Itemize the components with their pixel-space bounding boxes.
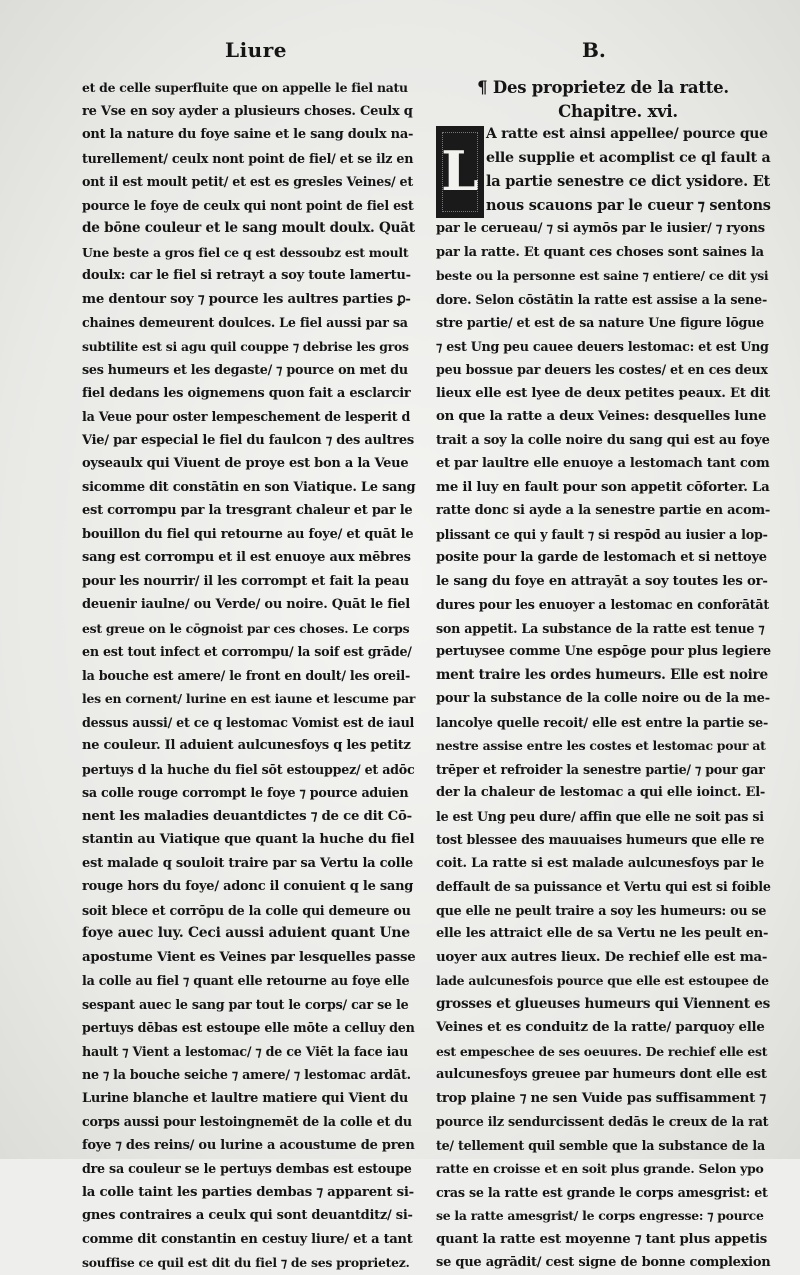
text-line: par la ratte. Et quant ces choses sont saines la [436, 244, 764, 260]
text-line: corps aussi pour lestoingnemēt de la colle et du [82, 1114, 412, 1129]
text-line: gnes contraires a ceulx qui sont deuantditz/ si- [82, 1208, 413, 1223]
text-line: lancolye quelle recoit/ elle est entre la partie se- [436, 714, 769, 730]
text-line: est malade q souloit traire par sa Vertu la colle [82, 855, 414, 871]
text-line: dore. Selon cōstātin la ratte est assise a la sene- [436, 291, 767, 307]
text-line: comme dit constantin en cestuy liure/ et a tant [82, 1231, 413, 1247]
text-line: apostume Vient es Veines par lesquelles passe [82, 949, 416, 965]
text-line: posite pour la garde de lestomach et si nettoye [436, 550, 767, 565]
decorated-initial: L [436, 126, 484, 218]
text-line: Lurine blanche et laultre matiere qui Vient du [82, 1090, 409, 1106]
text-line: est corrompu par la tresgrant chaleur et par le [82, 503, 413, 518]
text-line: Une beste a gros fiel ce q est dessoubz est moult [82, 244, 409, 260]
text-line: beste ou la personne est saine ⁊ entiere/ ce dit ysi [436, 268, 769, 283]
text-line: me dentour soy ⁊ pource les aultres parties ꝑ- [82, 291, 411, 307]
text-line: pour la substance de la colle noire ou de la me- [436, 691, 770, 706]
text-line: les en cornent/ lurine en est iaune et lescume par [82, 691, 416, 706]
text-line: doulx: car le fiel si retrayt a soy toute lamertu- [82, 268, 411, 283]
initial-block [436, 123, 770, 217]
text-line: se que agrādit/ cest signe de bonne complexion [436, 1255, 771, 1270]
text-line: pource le foye de ceulx qui nont point de fiel est [82, 197, 414, 213]
chapter-title: ¶ Des proprietez de la ratte. [477, 78, 729, 97]
text-line: est greue on le cōgnoist par ces choses. Le corps [82, 620, 410, 636]
left-column [82, 76, 414, 1275]
text-line: de bōne couleur et le sang moult doulx. Quāt [82, 220, 415, 236]
chapter-number: Chapitre. xvi. [558, 101, 678, 121]
text-line: dessus aussi/ et ce q lestomac Vomist est de iaul [82, 714, 415, 730]
text-line: ratte donc si ayde a la senestre partie en acom- [436, 503, 771, 518]
text-line: nent les maladies deuantdictes ⁊ de ce dit Cō- [82, 808, 412, 824]
text-line: ont il est moult petit/ et est es gresles Veines/ et [82, 174, 413, 189]
text-line: en est tout infect et corrompu/ la soif est grāde/ [82, 644, 412, 659]
text-line: sicomme dit constātin en son Viatique. Le sang [82, 479, 416, 495]
text-line: ne couleur. Il aduient aulcunesfoys q les petitz [82, 738, 411, 753]
text-line: cras se la ratte est grande le corps amesgrist: et [436, 1184, 768, 1200]
text-line: tost blessee des mauuaises humeurs que elle re [436, 832, 765, 847]
text-line: dures pour les enuoyer a lestomac en conforātāt [436, 597, 769, 612]
text-line: ratte en croisse et en soit plus grande. Selon ypo [436, 1161, 764, 1176]
text-line: ment traire les ordes humeurs. Elle est noire [436, 666, 768, 683]
text-line: rouge hors du foye/ adonc il conuient q le sang [82, 879, 414, 894]
text-line: et de celle superfluite que on appelle le fiel natu [82, 80, 408, 95]
text-line: foye auec luy. Ceci aussi aduient quant Une [82, 925, 410, 941]
text-line: ne ⁊ la bouche seiche ⁊ amere/ ⁊ lestomac ardāt. [82, 1067, 411, 1082]
text-line: par le cerueau/ ⁊ si aymōs par le iusier/ ⁊ ryons [436, 221, 765, 236]
text-line: me il luy en fault pour son appetit cōforter. La [436, 479, 770, 495]
text-line: la colle taint les parties dembas ⁊ apparent si- [82, 1184, 414, 1200]
text-line: sa colle rouge corrompt le foye ⁊ pource aduien [82, 785, 409, 800]
text-line: pertuysee comme Une espōge pour plus legiere [436, 644, 771, 659]
text-line: fiel dedans les oignemens quon fait a esclarcir [82, 385, 411, 401]
text-line: pource ilz sendurcissent dedās le creux de la rat [436, 1114, 769, 1129]
text-line: lade aulcunesfois pource que elle est estoupee de [436, 973, 769, 988]
text-line: ⁊ est Ung peu cauee deuers lestomac: et est Ung [436, 338, 769, 354]
text-line: soit blece et corrōpu de la colle qui demeure ou [82, 902, 411, 918]
signature-mark: B. [582, 38, 606, 62]
text-line: la Veue pour oster lempeschement de lesperit d [82, 409, 411, 424]
text-line: trop plaine ⁊ ne sen Vuide pas suffisamment ⁊ [436, 1090, 766, 1106]
text-line: plissant ce qui y fault ⁊ si respōd au iusier a lop- [436, 526, 768, 542]
text-line: aulcunesfoys greuee par humeurs dont elle est [436, 1067, 767, 1082]
text-line: grosses et glueuses humeurs qui Viennent es [436, 995, 771, 1012]
text-line: trait a soy la colle noire du sang qui est au foye [436, 432, 770, 448]
text-line: nestre assise entre les costes et lestomac pour at [436, 738, 766, 753]
text-line: le sang du foye en attrayāt a soy toutes les or- [436, 573, 768, 589]
text-line: turellement/ ceulx nont point de fiel/ et se ilz en [82, 150, 414, 166]
running-head: Liure [225, 38, 287, 62]
text-line: souffise ce quil est dit du fiel ⁊ de ses proprietez. [82, 1255, 410, 1270]
text-line: nous scauons par le cueur ⁊ sentons [486, 196, 771, 214]
text-line: der la chaleur de lestomac a qui elle ioinct. El- [436, 785, 766, 800]
text-line: deffault de sa puissance et Vertu qui est si foible [436, 879, 771, 894]
text-line: dre sa couleur se le pertuys dembas est estoupe [82, 1161, 412, 1176]
text-line: re Vse en soy ayder a plusieurs choses. Ceulx q [82, 103, 413, 119]
text-line: Veines et es conduitz de la ratte/ parquoy elle [436, 1020, 765, 1035]
text-line: son appetit. La substance de la ratte est tenue ⁊ [436, 620, 765, 636]
text-line: la colle au fiel ⁊ quant elle retourne au foye elle [82, 973, 410, 988]
text-line: peu bossue par deuers les costes/ et en ces deux [436, 362, 768, 377]
text-line: est empeschee de ses oeuures. De rechief elle est [436, 1043, 768, 1059]
text-line: chaines demeurent doulces. Le fiel aussi par sa [82, 315, 408, 330]
text-line: uoyer aux autres lieux. De rechief elle est ma- [436, 949, 768, 965]
text-line: la partie senestre ce dict ysidore. Et [486, 173, 770, 190]
text-line: stantin au Viatique que quant la huche du fiel [82, 832, 415, 847]
text-line: lieux elle est lyee de deux petites peaux. Et dit [436, 385, 770, 401]
text-line: pertuys d la huche du fiel sōt estouppez/ et adōc [82, 761, 415, 777]
text-line: sang est corrompu et il est enuoye aux mēbres [82, 550, 411, 565]
text-line: stre partie/ et est de sa nature Une figure lōgue [436, 315, 764, 330]
text-line: le est Ung peu dure/ affin que elle ne soit pas si [436, 808, 764, 824]
text-line: coit. La ratte si est malade aulcunesfoys par le [436, 855, 765, 871]
text-line: Vie/ par especial le fiel du faulcon ⁊ des aultres [82, 432, 414, 448]
text-line: foye ⁊ des reins/ ou lurine a acoustume de pren [82, 1137, 415, 1153]
text-line: se la ratte amesgrist/ le corps engresse: ⁊ pource [436, 1208, 764, 1223]
text-line: la bouche est amere/ le front en doult/ les oreil- [82, 667, 410, 683]
text-line: ses humeurs et les degaste/ ⁊ pource on met du [82, 362, 408, 377]
text-line: elle supplie et acomplist ce ql fault a [486, 149, 771, 166]
text-line: elle les attraict elle de sa Vertu ne les peult en- [436, 926, 769, 941]
right-column [436, 76, 770, 1275]
text-line: ont la nature du foye saine et le sang doulx na- [82, 127, 414, 142]
text-line: pertuys dēbas est estoupe elle mōte a celluy den [82, 1020, 415, 1035]
text-line: que elle ne peult traire a soy les humeurs: ou se [436, 902, 767, 918]
text-line: hault ⁊ Vient a lestomac/ ⁊ de ce Viēt la face iau [82, 1043, 409, 1059]
text-line: on que la ratte a deux Veines: desquelles lune [436, 409, 767, 424]
text-line: pour les nourrir/ il les corrompt et fait la peau [82, 573, 409, 589]
text-line: et par laultre elle enuoye a lestomach tant com [436, 456, 770, 471]
text-line: quant la ratte est moyenne ⁊ tant plus appetis [436, 1231, 767, 1247]
text-line: te/ tellement quil semble que la substance de la [436, 1137, 765, 1153]
text-line: sespant auec le sang par tout le corps/ car se le [82, 996, 409, 1012]
text-line: oyseaulx qui Viuent de proye est bon a la Veue [82, 456, 409, 471]
text-line: trēper et refroider la senestre partie/ ⁊ pour gar [436, 761, 765, 777]
text-line: A ratte est ainsi appellee/ pource que [486, 126, 768, 142]
text-line: bouillon du fiel qui retourne au foye/ et quāt le [82, 526, 414, 542]
text-line: subtilite est si agu quil couppe ⁊ debrise les gros [82, 338, 409, 354]
text-line: deuenir iaulne/ ou Verde/ ou noire. Quāt le fiel [82, 597, 410, 612]
